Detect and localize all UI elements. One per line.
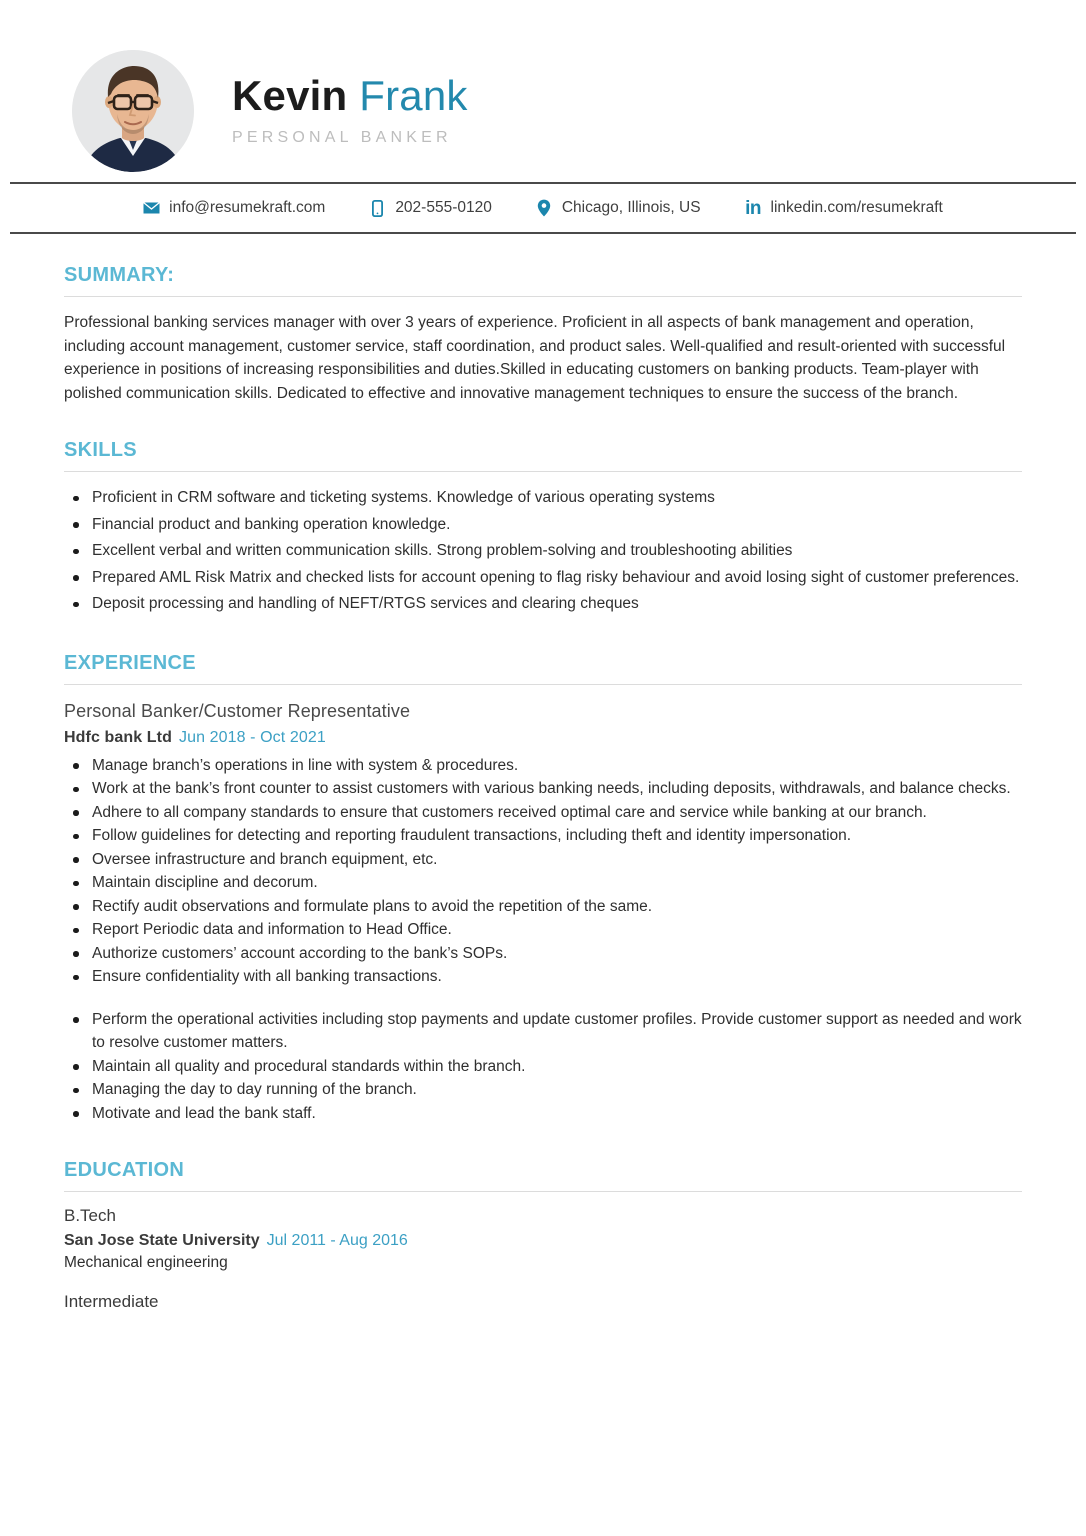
avatar [72, 50, 194, 172]
education-section [64, 1159, 1022, 1312]
summary-text: Professional banking services manager with over 3 years of experience. Proficient in all aspects of bank management and operation, including account management, customer service, staff coordination, and product sales. Well-qualified and result-oriented with successful experience in positions of increasing responsibilities and duties.Skilled in educating customers on banking products. Team-player with polished communication skills. Dedicated to effective and innovative management techniques to ensure the success of the branch. [64, 314, 1006, 402]
contact-email[interactable] [143, 199, 325, 218]
job-company: Hdfc bank Ltd [64, 728, 172, 746]
location-pin-icon [536, 199, 553, 218]
contact-items [143, 199, 943, 218]
resume-body [0, 264, 1086, 1312]
job-bullet: Authorize customers’ account according to the bank’s SOPs. [64, 942, 1022, 966]
education-entry [64, 1292, 1022, 1312]
contact-location-text: Chicago, Illinois, US [561, 199, 701, 216]
experience-divider [64, 684, 1022, 685]
job-dates: Jun 2018 - Oct 2021 [178, 728, 326, 746]
job-bullet: Ensure confidentiality with all banking transactions. [64, 965, 1022, 989]
education-dates: Jul 2011 - Aug 2016 [266, 1232, 408, 1249]
phone-icon [369, 199, 386, 218]
contact-phone[interactable] [369, 199, 492, 218]
education-divider [64, 1191, 1022, 1192]
experience-section [64, 652, 1022, 1126]
education-degree: B.Tech [64, 1206, 116, 1225]
resume-header [0, 0, 1086, 182]
job-bullet: Rectify audit observations and formulate plans to avoid the repetition of the same. [64, 895, 1022, 919]
contact-linkedin[interactable] [745, 199, 943, 218]
education-field: Mechanical engineering [64, 1254, 228, 1271]
job-bullet: Motivate and lead the bank staff. [64, 1102, 1022, 1126]
skills-section [64, 439, 1022, 616]
job-bullet: Adhere to all company standards to ensure that customers received optimal care and service while banking at our branch. [64, 801, 1022, 825]
education-meta [64, 1232, 1022, 1250]
linkedin-icon: in [745, 197, 761, 219]
education-heading: EDUCATION [64, 1159, 185, 1181]
summary-divider [64, 296, 1022, 297]
job-meta [64, 729, 1022, 747]
skill-item: Excellent verbal and written communication skills. Strong problem-solving and troubleshooting abilities [64, 539, 1022, 563]
skills-divider [64, 471, 1022, 472]
job-bullet: Perform the operational activities including stop payments and update customer profiles. Provide customer support as needed and work to resolve customer matters. [64, 1008, 1022, 1055]
job-bullet: Report Periodic data and information to Head Office. [64, 918, 1022, 942]
education-school: San Jose State University [64, 1232, 260, 1249]
contact-location[interactable] [536, 199, 701, 218]
job-bullet: Managing the day to day running of the branch. [64, 1078, 1022, 1102]
skills-heading: SKILLS [64, 439, 137, 461]
contact-linkedin-text: linkedin.com/resumekraft [770, 199, 943, 216]
summary-section [64, 264, 1022, 405]
education-list [64, 1206, 1022, 1312]
job-bullet-list [64, 754, 1022, 1126]
skills-list [64, 486, 1022, 616]
profile-photo-icon [72, 50, 194, 172]
full-name [232, 71, 468, 121]
job-title: Personal Banker/Customer Representative [64, 700, 411, 721]
job-bullet: Work at the bank’s front counter to assist customers with various banking needs, including deposits, withdrawals, and balance checks. [64, 777, 1022, 801]
job-role-subtitle: PERSONAL BANKER [232, 129, 452, 146]
envelope-icon [143, 199, 160, 218]
education-entry [64, 1206, 1022, 1272]
name-block [232, 71, 468, 151]
experience-heading: EXPERIENCE [64, 651, 196, 674]
education-degree: Intermediate [64, 1292, 159, 1311]
skill-item: Deposit processing and handling of NEFT/RTGS services and clearing cheques [64, 592, 1022, 616]
job-bullet: Maintain all quality and procedural standards within the branch. [64, 1055, 1022, 1079]
skill-item: Proficient in CRM software and ticketing systems. Knowledge of various operating systems [64, 486, 1022, 510]
last-name: Frank [359, 72, 468, 119]
job-bullet: Manage branch’s operations in line with system & procedures. [64, 754, 1022, 778]
job-bullet: Follow guidelines for detecting and reporting fraudulent transactions, including theft and identity impersonation. [64, 824, 1022, 848]
summary-heading: SUMMARY: [64, 264, 175, 286]
experience-jobs [64, 701, 1022, 1126]
contact-bar [10, 182, 1076, 234]
contact-phone-text: 202-555-0120 [395, 199, 492, 216]
job-bullet: Maintain discipline and decorum. [64, 871, 1022, 895]
job-bullet: Oversee infrastructure and branch equipment, etc. [64, 848, 1022, 872]
skill-item: Prepared AML Risk Matrix and checked lists for account opening to flag risky behaviour and avoid losing sight of customer preferences. [64, 566, 1022, 590]
skill-item: Financial product and banking operation knowledge. [64, 513, 1022, 537]
contact-email-text: info@resumekraft.com [169, 199, 326, 216]
first-name: Kevin [232, 72, 348, 119]
